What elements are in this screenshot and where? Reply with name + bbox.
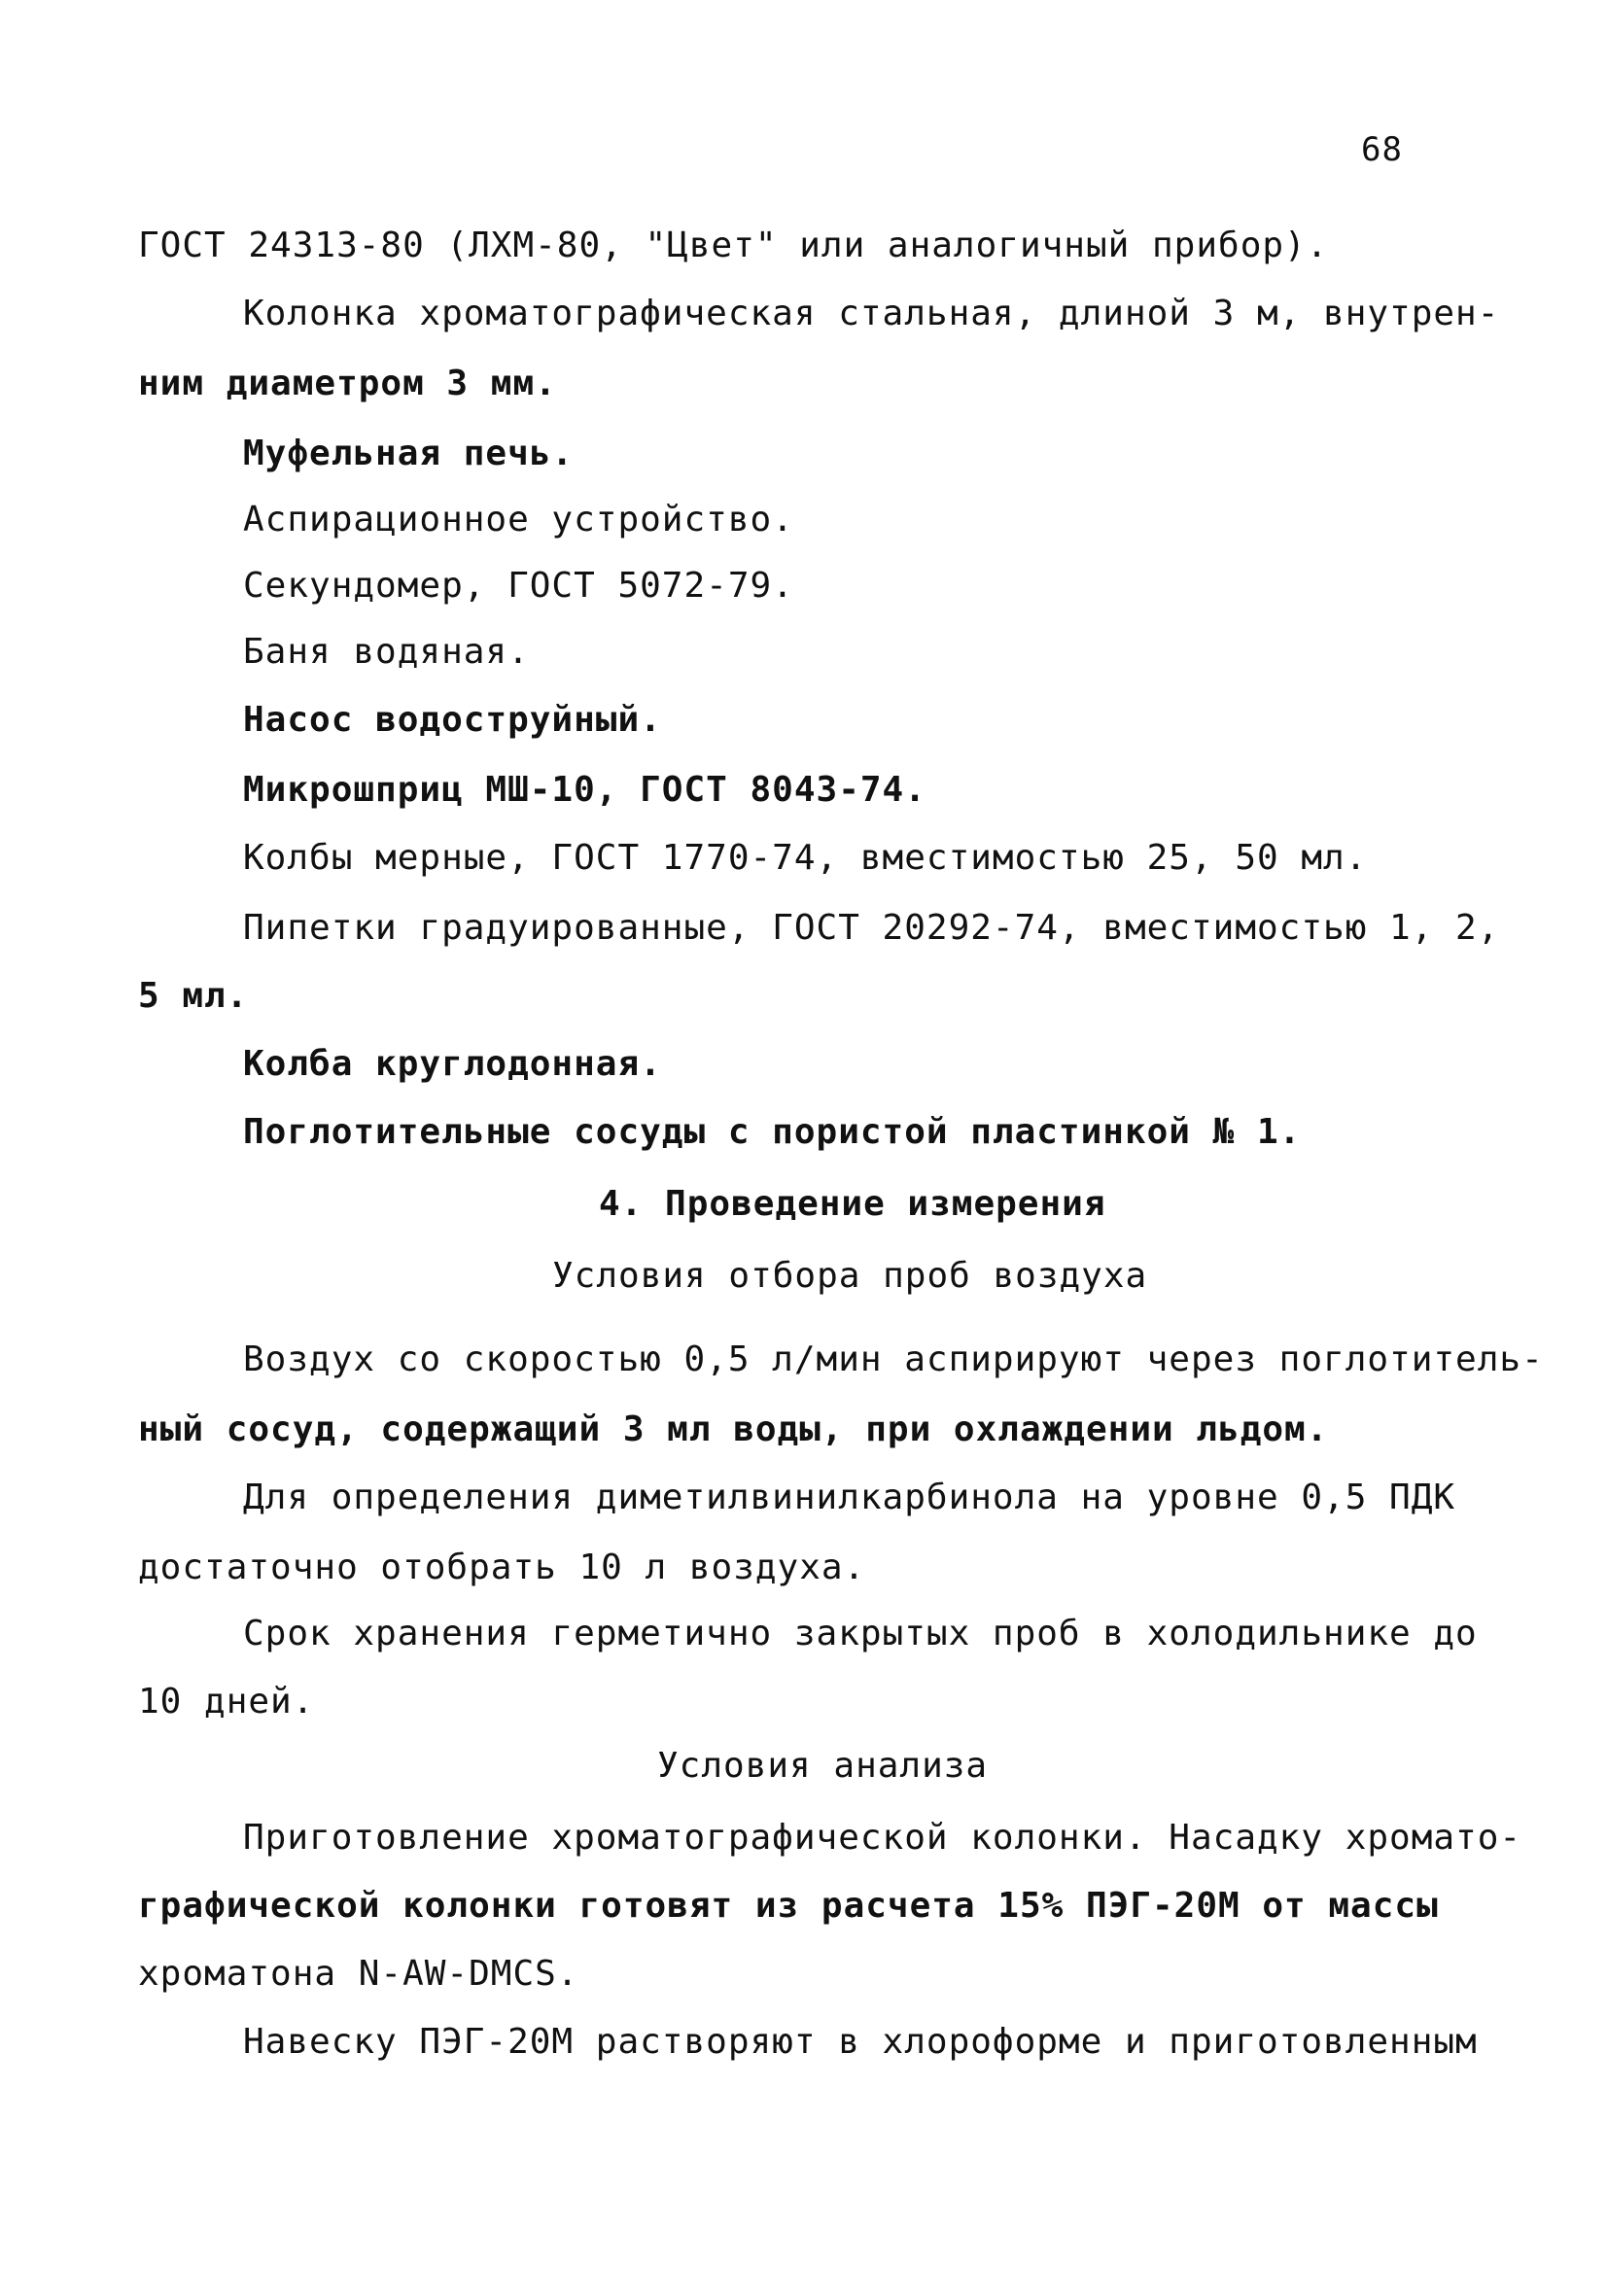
text-line-sample-volume: достаточно отобрать 10 л воздуха.: [138, 1548, 866, 1587]
text-line-gost-lhm: ГОСТ 24313-80 (ЛХМ-80, "Цвет" или аналогичный прибор).: [138, 226, 1329, 265]
page-number: 68: [1361, 130, 1403, 169]
text-line-packing: графической колонки готовят из расчета 15% ПЭГ-20М от массы: [138, 1886, 1439, 1926]
list-item-muffle-furnace: Муфельная печь.: [243, 434, 575, 473]
list-item-pipettes: Пипетки градуированные, ГОСТ 20292-74, вместимостью 1, 2,: [243, 908, 1500, 948]
text-line-diameter: ним диаметром 3 мм.: [138, 364, 557, 403]
text-line-5ml: 5 мл.: [138, 976, 249, 1016]
text-line-column: Колонка хроматографическая стальная, длиной 3 м, внутрен-: [243, 294, 1500, 333]
text-line-determination: Для определения диметилвинилкарбинола на уровне 0,5 ПДК: [243, 1478, 1456, 1517]
text-line-storage: Срок хранения герметично закрытых проб в холодильнике до: [243, 1614, 1478, 1653]
subheading-sampling: Условия отбора проб воздуха: [552, 1256, 1148, 1296]
section-heading: 4. Проведение измерения: [599, 1184, 1106, 1224]
text-line-chromaton: хроматона N-AW-DMCS.: [138, 1954, 579, 1994]
text-line-10-days: 10 дней.: [138, 1682, 315, 1722]
list-item-flasks: Колбы мерные, ГОСТ 1770-74, вместимостью 25, 50 мл.: [243, 838, 1368, 878]
text-line-vessel: ный сосуд, содержащий 3 мл воды, при охлаждении льдом.: [138, 1409, 1329, 1449]
list-item-round-flask: Колба круглодонная.: [243, 1044, 662, 1084]
list-item-aspiration-device: Аспирационное устройство.: [243, 500, 794, 539]
list-item-absorption-vessels: Поглотительные сосуды с пористой пластинкой № 1.: [243, 1112, 1302, 1152]
text-line-dissolve: Навеску ПЭГ-20М растворяют в хлороформе и приготовленным: [243, 2022, 1478, 2062]
list-item-microsyringe: Микрошприц МШ-10, ГОСТ 8043-74.: [243, 770, 926, 810]
list-item-stopwatch: Секундомер, ГОСТ 5072-79.: [243, 566, 794, 606]
text-line-column-prep: Приготовление хроматографической колонки. Насадку хромато-: [243, 1818, 1522, 1858]
text-line-air-speed: Воздух со скоростью 0,5 л/мин аспирируют через поглотитель-: [243, 1339, 1544, 1379]
subheading-analysis: Условия анализа: [657, 1746, 989, 1786]
list-item-water-pump: Насос водоструйный.: [243, 700, 662, 740]
list-item-water-bath: Баня водяная.: [243, 632, 530, 672]
